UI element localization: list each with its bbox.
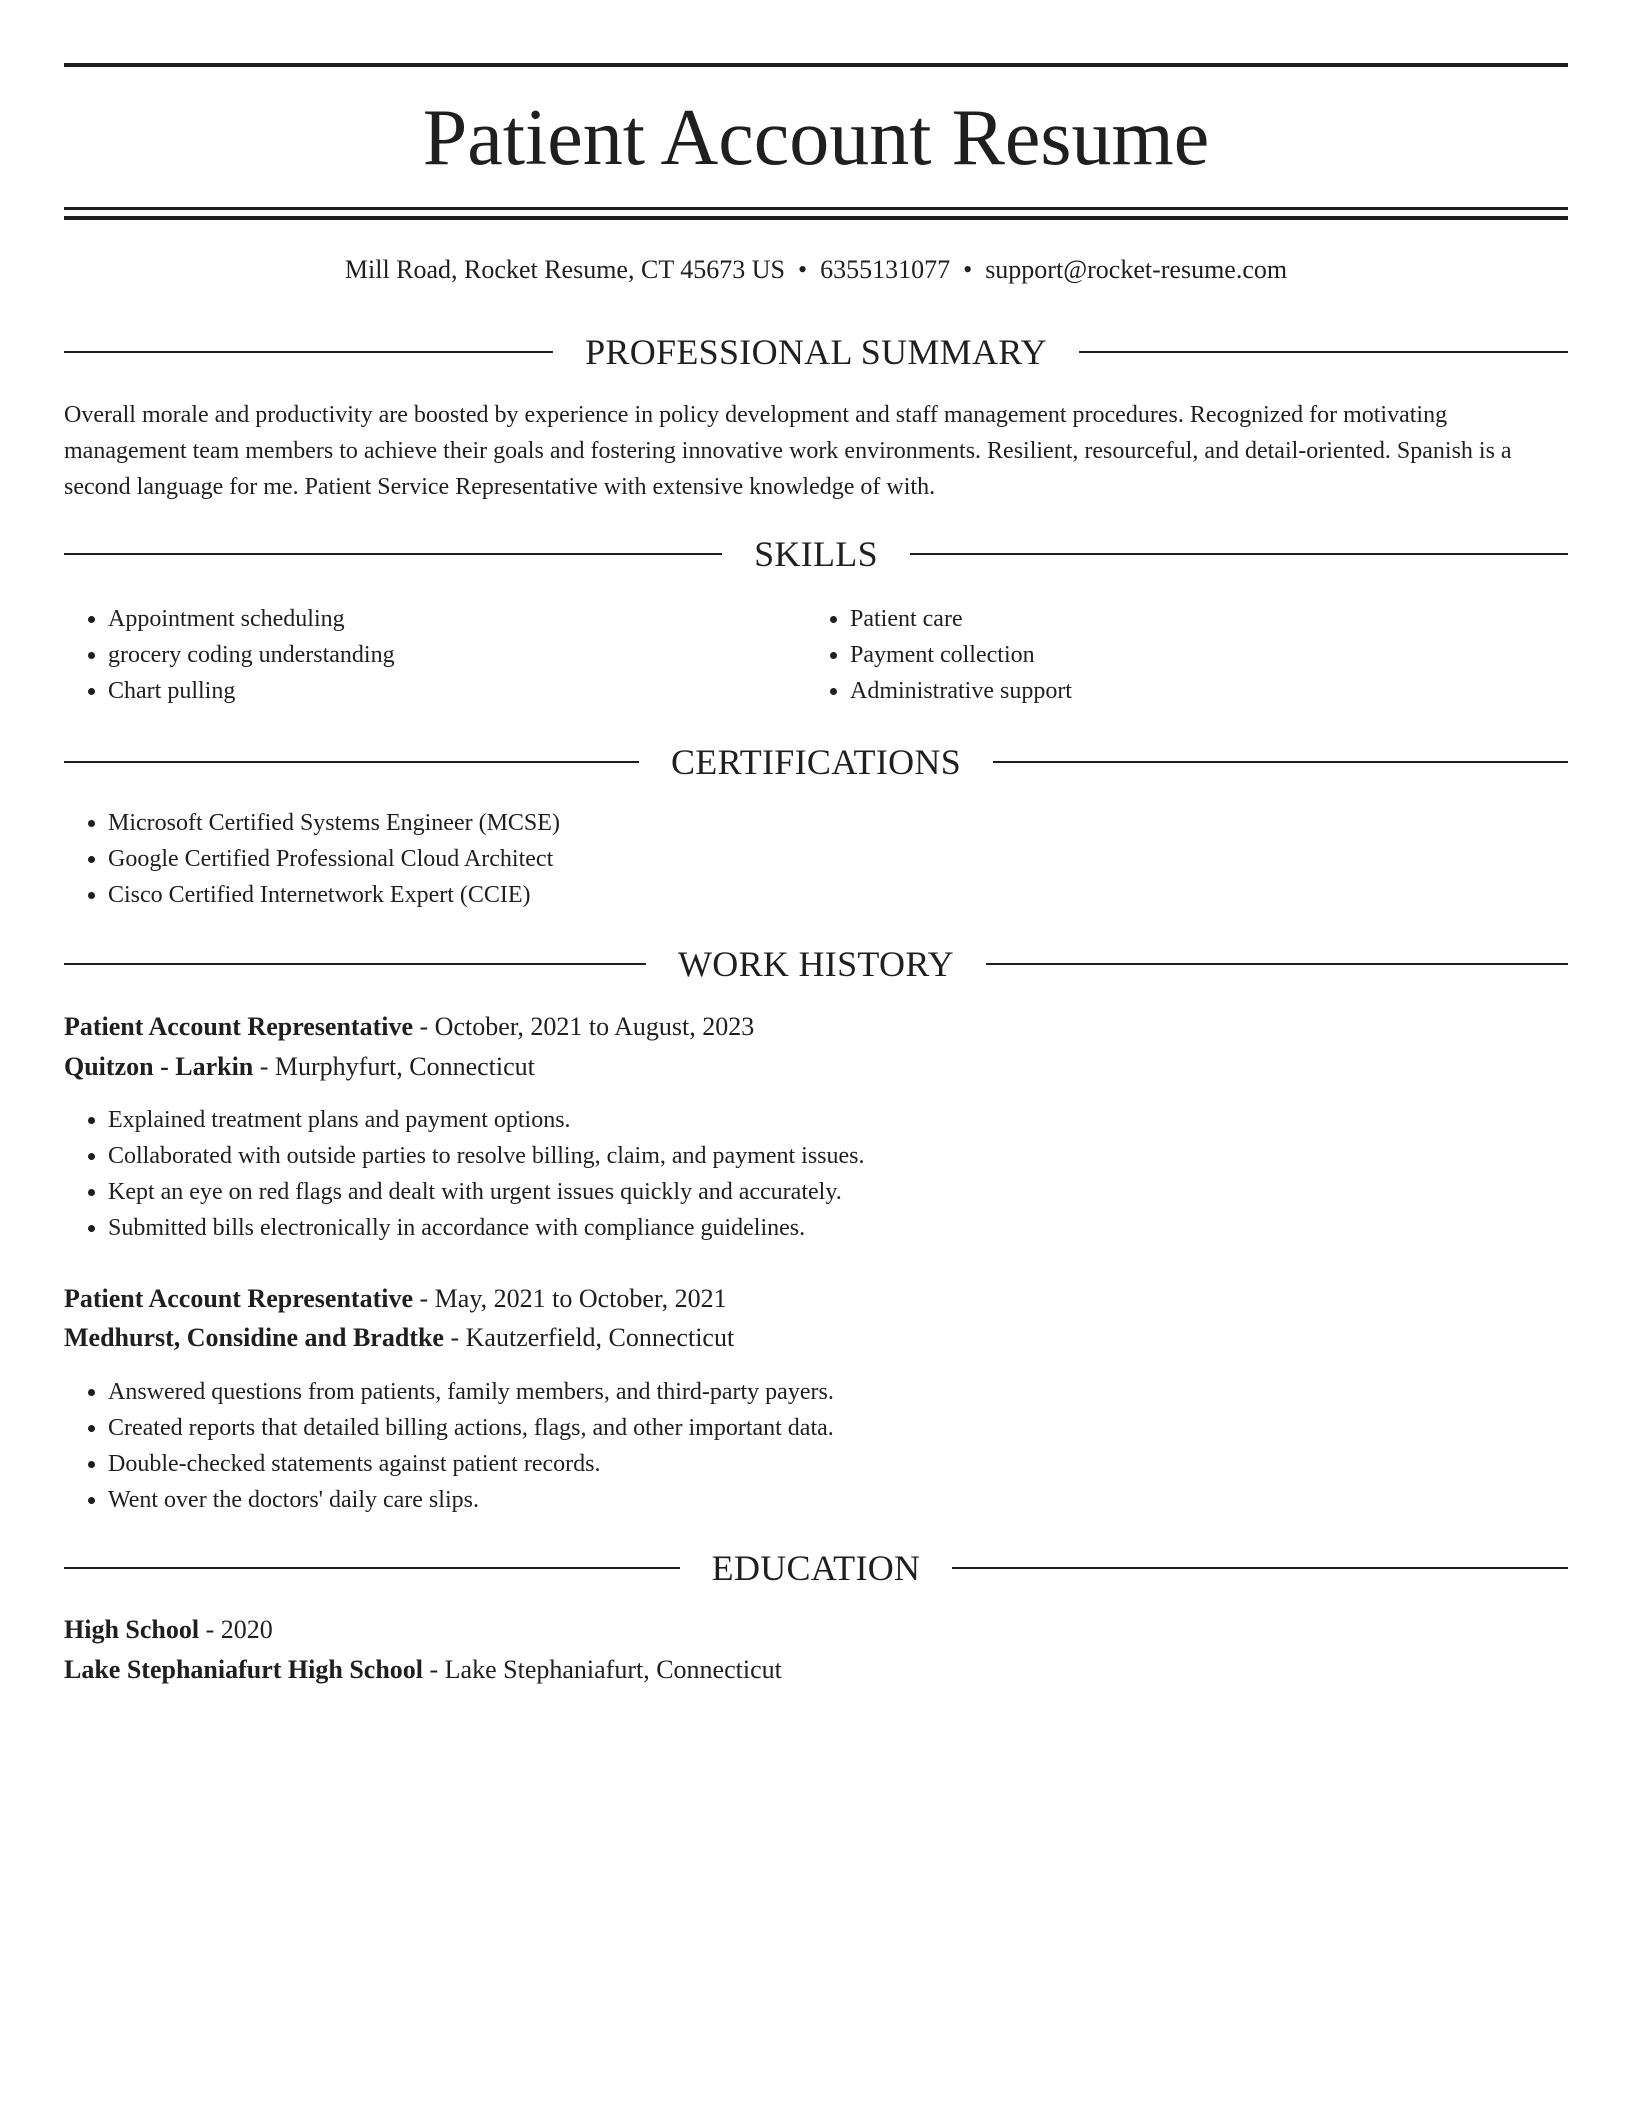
section-rule: [952, 1567, 1568, 1569]
job-duty-item: • Submitted bills electronically in accordance with compliance guidelines.: [108, 1210, 1508, 1246]
section-rule: [64, 351, 553, 353]
job-dates: - May, 2021 to October, 2021: [413, 1284, 727, 1313]
job-duties-list: [64, 1102, 1508, 1246]
job-location: - Kautzerfield, Connecticut: [443, 1323, 735, 1352]
skill-item: • Patient care: [850, 601, 1550, 637]
certification-item: • Microsoft Certified Systems Engineer (MCSE): [108, 805, 1508, 841]
job-company-line: [64, 1320, 734, 1356]
skills-list-right: [806, 601, 1550, 709]
job-duty-item: • Collaborated with outside parties to resolve billing, claim, and payment issues.: [108, 1138, 1508, 1174]
skill-item: • Administrative support: [850, 673, 1550, 709]
job-title-line: [64, 1281, 727, 1317]
job-duty-item: • Created reports that detailed billing actions, flags, and other important data.: [108, 1410, 1508, 1446]
skills-list-left: [64, 601, 808, 709]
resume-title: Patient Account Resume: [422, 94, 1210, 182]
job-title-line: [64, 1009, 754, 1045]
job-company: Quitzon - Larkin: [64, 1052, 254, 1081]
job-duty-item: • Went over the doctors' daily care slips.: [108, 1482, 1508, 1518]
contact-address: Mill Road, Rocket Resume, CT 45673 US: [344, 255, 785, 284]
section-rule: [910, 553, 1568, 555]
section-rule: [64, 553, 722, 555]
section-title: WORK HISTORY: [678, 944, 954, 984]
section-header-certifications: [64, 740, 1568, 784]
section-title: PROFESSIONAL SUMMARY: [585, 332, 1047, 372]
skill-item: • Appointment scheduling: [108, 601, 808, 637]
skill-item: • Chart pulling: [108, 673, 808, 709]
job-duty-item: • Kept an eye on red flags and dealt with urgent issues quickly and accurately.: [108, 1174, 1508, 1210]
section-header-education: [64, 1546, 1568, 1590]
certification-item: • Cisco Certified Internetwork Expert (CCIE): [108, 877, 1508, 913]
top-rule: [64, 63, 1568, 67]
skill-item: • grocery coding understanding: [108, 637, 808, 673]
summary-text: Overall morale and productivity are boosted by experience in policy development and staff management procedures. Recognized for motivating management team members to achieve their goals and fostering innovative work environments. Resilient, resourceful, and detail-oriented. Spanish is a second language for me. Patient Service Representative with extensive knowledge of with.: [64, 402, 1512, 500]
job-dates: - October, 2021 to August, 2023: [413, 1012, 755, 1041]
contact-phone: 6355131077: [820, 255, 951, 284]
section-title: SKILLS: [754, 534, 878, 574]
certification-item: • Google Certified Professional Cloud Architect: [108, 841, 1508, 877]
education-school-line: [64, 1652, 782, 1688]
job-duties-list: [64, 1374, 1508, 1518]
section-rule: [64, 1567, 680, 1569]
title-rule-lower: [64, 216, 1568, 220]
title-rule-upper: [64, 207, 1568, 210]
education-degree-line: [64, 1612, 273, 1648]
contact-email: support@rocket-resume.com: [985, 255, 1288, 284]
job-location: - Murphyfurt, Connecticut: [253, 1052, 535, 1081]
section-header-summary: [64, 330, 1568, 374]
job-title: Patient Account Representative: [64, 1012, 414, 1041]
job-title: Patient Account Representative: [64, 1284, 414, 1313]
skill-item: • Payment collection: [850, 637, 1550, 673]
job-duty-item: • Double-checked statements against patient records.: [108, 1446, 1508, 1482]
job-company: Medhurst, Considine and Bradtke: [64, 1323, 444, 1352]
certifications-list: [64, 805, 1508, 913]
contact-line: [64, 252, 1568, 288]
section-rule: [993, 761, 1568, 763]
section-rule: [1079, 351, 1568, 353]
job-company-line: [64, 1049, 535, 1085]
job-duty-item: • Answered questions from patients, family members, and third-party payers.: [108, 1374, 1508, 1410]
section-rule: [986, 963, 1568, 965]
section-rule: [64, 761, 639, 763]
education-year: - 2020: [199, 1615, 273, 1644]
section-title: EDUCATION: [711, 1548, 921, 1588]
education-school: Lake Stephaniafurt High School: [64, 1655, 424, 1684]
section-title: CERTIFICATIONS: [670, 742, 962, 782]
job-duty-item: • Explained treatment plans and payment options.: [108, 1102, 1508, 1138]
education-location: - Lake Stephaniafurt, Connecticut: [423, 1655, 782, 1684]
contact-separator: •: [797, 255, 808, 284]
section-rule: [64, 963, 646, 965]
section-header-skills: [64, 532, 1568, 576]
contact-separator: •: [963, 255, 973, 284]
education-degree: High School: [64, 1615, 200, 1644]
section-header-work-history: [64, 942, 1568, 986]
